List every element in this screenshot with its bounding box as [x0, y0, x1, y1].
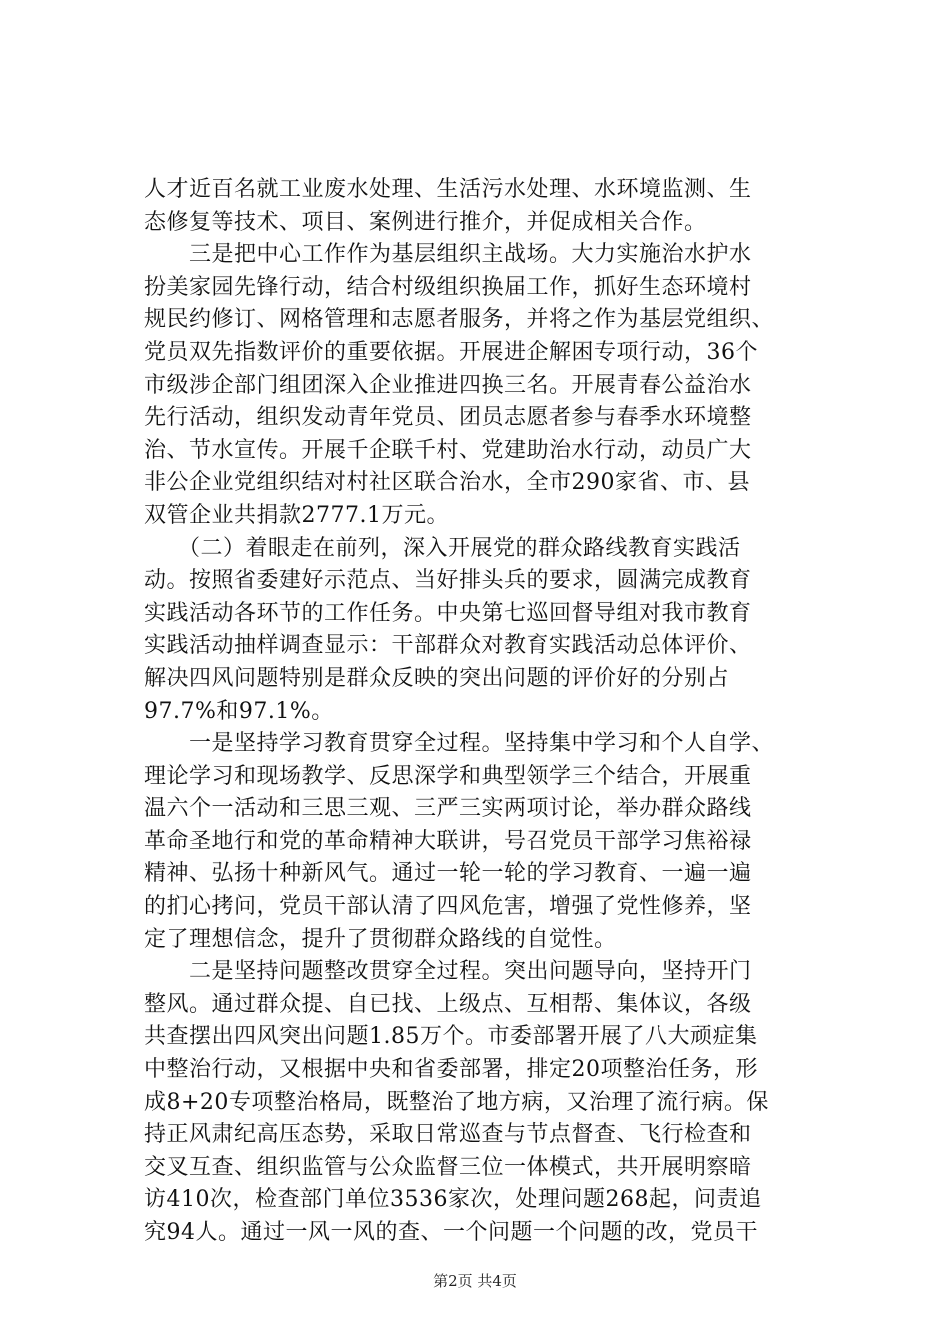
text-line: 一是坚持学习教育贯穿全过程。坚持集中学习和个人自学、	[144, 731, 775, 757]
text-line: 非公企业党组织结对村社区联合治水，全市290家省、市、县	[144, 470, 750, 496]
text-line: 定了理想信念，提升了贯彻群众路线的自觉性。	[144, 926, 617, 952]
page-footer: 第2页 共4页	[433, 1272, 517, 1290]
text-line: 精神、弘扬十种新风气。通过一轮一轮的学习教育、一遍一遍	[144, 861, 752, 887]
text-line: 访410次，检查部门单位3536家次，处理问题268起，问责追	[144, 1187, 762, 1213]
text-line: 究94人。通过一风一风的查、一个问题一个问题的改，党员干	[144, 1220, 758, 1245]
text-line: 实践活动抽样调查显示：干部群众对教育实践活动总体评价、	[144, 633, 752, 659]
text-line: 中整治行动，又根据中央和省委部署，排定20项整治任务，形	[144, 1057, 758, 1083]
text-line: 动。按照省委建好示范点、当好排头兵的要求，圆满完成教育	[144, 568, 752, 594]
text-line: 实践活动各环节的工作任务。中央第七巡回督导组对我市教育	[144, 600, 752, 626]
text-line: 市级涉企部门组团深入企业推进四换三名。开展青春公益治水	[144, 372, 752, 398]
text-line: 理论学习和现场教学、反思深学和典型领学三个结合，开展重	[144, 763, 752, 789]
text-line: 革命圣地行和党的革命精神大联讲，号召党员干部学习焦裕禄	[144, 828, 752, 854]
text-line: 成8+20专项整治格局，既整治了地方病，又治理了流行病。保	[144, 1089, 769, 1115]
text-line: 双管企业共捐款2777.1万元。	[144, 502, 449, 528]
text-line: 先行活动，组织发动青年党员、团员志愿者参与春季水环境整	[144, 405, 752, 431]
text-line: 三是把中心工作作为基层组织主战场。大力实施治水护水	[144, 242, 752, 268]
document-body	[144, 174, 850, 1250]
text-line: 规民约修订、网格管理和志愿者服务，并将之作为基层党组织、	[144, 307, 775, 333]
text-line: 扮美家园先锋行动，结合村级组织换届工作，抓好生态环境村	[144, 274, 752, 300]
text-line: 党员双先指数评价的重要依据。开展进企解困专项行动，36个	[144, 339, 758, 365]
text-line: 的扪心拷问，党员干部认清了四风危害，增强了党性修养，坚	[144, 894, 752, 920]
text-line: 整风。通过群众提、自已找、上级点、互相帮、集体议，各级	[144, 991, 752, 1017]
text-line: 共查摆出四风突出问题1.85万个。市委部署开展了八大顽症集	[144, 1024, 758, 1050]
text-line: 解决四风问题特别是群众反映的突出问题的评价好的分别占	[144, 665, 730, 691]
text-line: 治、节水宣传。开展千企联千村、党建助治水行动，动员广大	[144, 437, 752, 463]
text-line: 97.7%和97.1%。	[144, 698, 334, 724]
text-line: 交叉互查、组织监管与公众监督三位一体模式，共开展明察暗	[144, 1154, 752, 1180]
text-line: 态修复等技术、项目、案例进行推介，并促成相关合作。	[144, 209, 707, 235]
text-line: 人才近百名就工业废水处理、生活污水处理、水环境监测、生	[144, 177, 752, 202]
text-line: 二是坚持问题整改贯穿全过程。突出问题导向，坚持开门	[144, 959, 752, 985]
text-line: 持正风肃纪高压态势，采取日常巡查与节点督查、飞行检查和	[144, 1122, 752, 1148]
text-line: （二）着眼走在前列，深入开展党的群众路线教育实践活	[144, 535, 741, 561]
text-line: 温六个一活动和三思三观、三严三实两项讨论，举办群众路线	[144, 796, 752, 822]
